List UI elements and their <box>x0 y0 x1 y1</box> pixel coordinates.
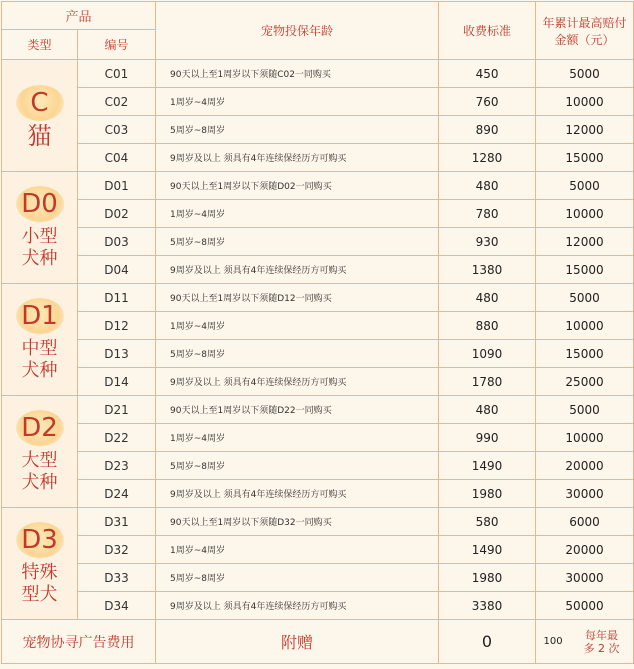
table-row <box>2 172 634 200</box>
type-name-line: 大型 <box>21 449 58 471</box>
row-age: 5周岁~8周岁 <box>156 116 439 144</box>
row-max-payout: 12000 <box>536 228 634 256</box>
table-row <box>2 564 634 592</box>
row-max-payout: 50000 <box>536 592 634 620</box>
table-row <box>2 452 634 480</box>
row-age: 90天以上至1周岁以下须随D22一同购买 <box>156 396 439 424</box>
row-code: C02 <box>78 88 156 116</box>
row-fee: 930 <box>439 228 536 256</box>
row-fee: 1490 <box>439 452 536 480</box>
type-name-line: 特殊 <box>21 561 58 583</box>
row-max-payout: 10000 <box>536 312 634 340</box>
row-age: 1周岁~4周岁 <box>156 88 439 116</box>
table-row <box>2 508 634 536</box>
row-code: D02 <box>78 200 156 228</box>
type-cell <box>2 508 78 620</box>
row-fee: 480 <box>439 396 536 424</box>
row-code: D23 <box>78 452 156 480</box>
table-row <box>2 88 634 116</box>
header-max-payout <box>536 2 634 60</box>
row-code: D32 <box>78 536 156 564</box>
table-row <box>2 116 634 144</box>
row-code: D04 <box>78 256 156 284</box>
header-max-line1: 年累计最高赔付 <box>542 15 627 30</box>
row-fee: 1280 <box>439 144 536 172</box>
row-code: D33 <box>78 564 156 592</box>
row-age: 1周岁~4周岁 <box>156 200 439 228</box>
table-row <box>2 592 634 620</box>
row-age: 5周岁~8周岁 <box>156 452 439 480</box>
type-name-line: 中型 <box>21 337 58 359</box>
row-code: D11 <box>78 284 156 312</box>
row-code: D34 <box>78 592 156 620</box>
type-name <box>2 338 77 382</box>
row-max-payout: 12000 <box>536 116 634 144</box>
row-max-payout: 5000 <box>536 284 634 312</box>
row-max-payout: 15000 <box>536 340 634 368</box>
row-code: D13 <box>78 340 156 368</box>
footer-note <box>570 629 633 655</box>
row-code: D14 <box>78 368 156 396</box>
type-name-line: 型犬 <box>21 583 58 605</box>
row-fee: 780 <box>439 200 536 228</box>
row-fee: 880 <box>439 312 536 340</box>
row-fee: 480 <box>439 172 536 200</box>
pet-insurance-table <box>1 1 634 664</box>
row-max-payout: 20000 <box>536 536 634 564</box>
row-max-payout: 20000 <box>536 452 634 480</box>
footer-gift: 附赠 <box>156 620 439 664</box>
row-code: D22 <box>78 424 156 452</box>
row-age: 90天以上至1周岁以下须随D02一同购买 <box>156 172 439 200</box>
type-cell <box>2 396 78 508</box>
row-max-payout: 6000 <box>536 508 634 536</box>
row-max-payout: 5000 <box>536 60 634 88</box>
header-code: 编号 <box>78 30 156 60</box>
footer-amount: 100 <box>543 636 563 647</box>
row-fee: 1980 <box>439 480 536 508</box>
row-fee: 990 <box>439 424 536 452</box>
row-age: 5周岁~8周岁 <box>156 340 439 368</box>
row-fee: 890 <box>439 116 536 144</box>
row-age: 1周岁~4周岁 <box>156 312 439 340</box>
row-age: 9周岁及以上 须具有4年连续保经历方可购买 <box>156 256 439 284</box>
row-fee: 1980 <box>439 564 536 592</box>
table-row <box>2 480 634 508</box>
type-name-line: 小型 <box>21 225 58 247</box>
footer-label: 宠物协寻广告费用 <box>2 620 156 664</box>
row-code: C04 <box>78 144 156 172</box>
row-code: D03 <box>78 228 156 256</box>
table-row <box>2 228 634 256</box>
type-name-line: 猫 <box>27 121 52 150</box>
row-fee: 1780 <box>439 368 536 396</box>
row-max-payout: 15000 <box>536 144 634 172</box>
row-age: 9周岁及以上 须具有4年连续保经历方可购买 <box>156 368 439 396</box>
row-fee: 1090 <box>439 340 536 368</box>
row-age: 90天以上至1周岁以下须随D12一同购买 <box>156 284 439 312</box>
row-code: D21 <box>78 396 156 424</box>
footer-note-line1: 每年最 <box>585 628 619 642</box>
row-max-payout: 10000 <box>536 200 634 228</box>
table-row <box>2 284 634 312</box>
row-age: 1周岁~4周岁 <box>156 424 439 452</box>
table-row <box>2 368 634 396</box>
table-row <box>2 340 634 368</box>
footer-fee-value: 0 <box>481 632 493 651</box>
type-name <box>2 226 77 270</box>
row-age: 5周岁~8周岁 <box>156 228 439 256</box>
row-max-payout: 10000 <box>536 88 634 116</box>
table-row <box>2 60 634 88</box>
header-type: 类型 <box>2 30 78 60</box>
row-age: 90天以上至1周岁以下须随D32一同购买 <box>156 508 439 536</box>
row-age: 9周岁及以上 须具有4年连续保经历方可购买 <box>156 480 439 508</box>
type-cell <box>2 172 78 284</box>
row-max-payout: 25000 <box>536 368 634 396</box>
row-max-payout: 10000 <box>536 424 634 452</box>
type-name-line: 犬种 <box>21 471 58 493</box>
table-row <box>2 396 634 424</box>
row-code: D24 <box>78 480 156 508</box>
row-max-payout: 30000 <box>536 480 634 508</box>
type-cell <box>2 284 78 396</box>
row-age: 1周岁~4周岁 <box>156 536 439 564</box>
type-code-badge: D2 <box>16 410 64 446</box>
footer-amount-note <box>536 620 634 664</box>
row-age: 9周岁及以上 须具有4年连续保经历方可购买 <box>156 144 439 172</box>
footer-fee <box>439 620 536 664</box>
row-fee: 3380 <box>439 592 536 620</box>
table-row <box>2 256 634 284</box>
row-code: D01 <box>78 172 156 200</box>
type-name <box>2 121 77 150</box>
row-max-payout: 5000 <box>536 172 634 200</box>
type-name <box>2 562 77 606</box>
type-name-line: 犬种 <box>21 247 58 269</box>
row-fee: 1380 <box>439 256 536 284</box>
footer-note-line2: 多 2 次 <box>583 641 620 655</box>
type-code-badge: D1 <box>16 298 64 334</box>
type-name-line: 犬种 <box>21 359 58 381</box>
table-row <box>2 200 634 228</box>
row-fee: 760 <box>439 88 536 116</box>
row-max-payout: 5000 <box>536 396 634 424</box>
row-fee: 480 <box>439 284 536 312</box>
type-code-badge: D3 <box>16 522 64 558</box>
row-code: D31 <box>78 508 156 536</box>
row-code: D12 <box>78 312 156 340</box>
table-row <box>2 312 634 340</box>
row-age: 90天以上至1周岁以下须随C02一同购买 <box>156 60 439 88</box>
row-fee: 580 <box>439 508 536 536</box>
header-max-line2: 金额（元） <box>554 32 615 47</box>
row-code: C01 <box>78 60 156 88</box>
row-age: 9周岁及以上 须具有4年连续保经历方可购买 <box>156 592 439 620</box>
row-code: C03 <box>78 116 156 144</box>
type-name <box>2 450 77 494</box>
type-code-badge: C <box>16 85 64 121</box>
row-max-payout: 30000 <box>536 564 634 592</box>
row-age: 5周岁~8周岁 <box>156 564 439 592</box>
row-max-payout: 15000 <box>536 256 634 284</box>
header-product: 产品 <box>2 2 156 30</box>
table-row <box>2 424 634 452</box>
table-row <box>2 536 634 564</box>
type-cell <box>2 60 78 172</box>
header-age: 宠物投保年龄 <box>156 2 439 60</box>
row-fee: 450 <box>439 60 536 88</box>
type-code-badge: D0 <box>16 186 64 222</box>
row-fee: 1490 <box>439 536 536 564</box>
table-row <box>2 144 634 172</box>
header-fee: 收费标准 <box>439 2 536 60</box>
